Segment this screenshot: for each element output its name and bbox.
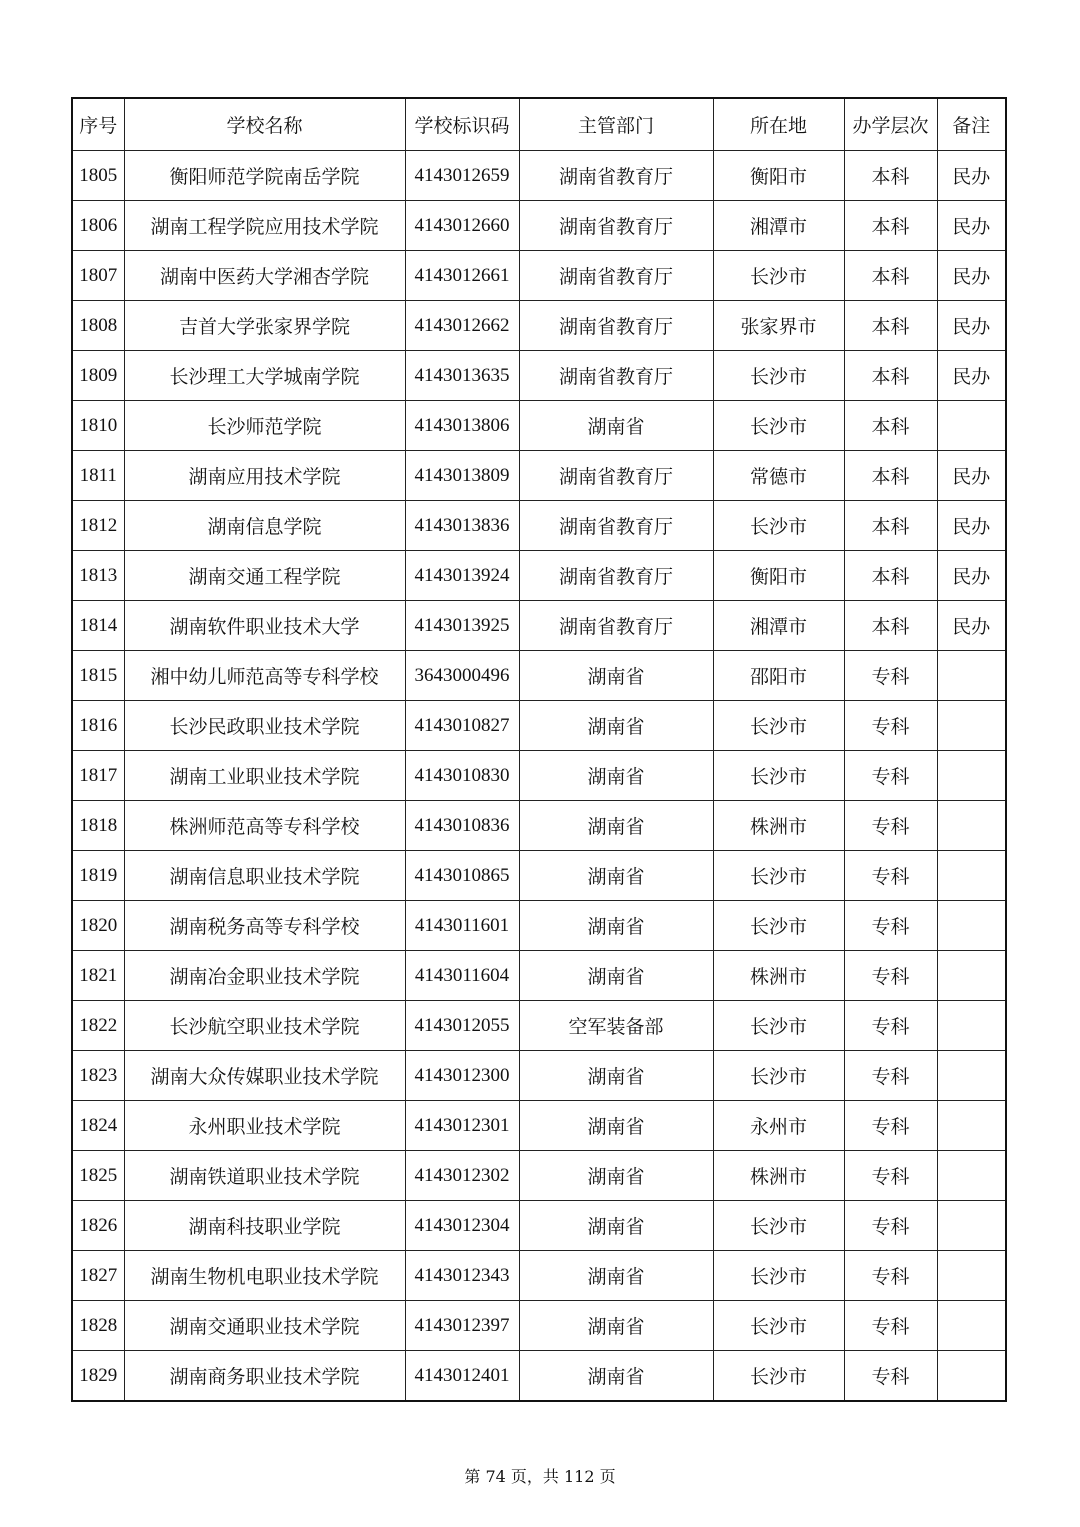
table-row bbox=[72, 651, 1006, 701]
cell-level: 本科 bbox=[844, 351, 937, 401]
cell-school-code: 4143010827 bbox=[405, 701, 519, 751]
cell-index: 1823 bbox=[72, 1051, 124, 1101]
cell-remarks: 民办 bbox=[937, 601, 1006, 651]
cell-index: 1819 bbox=[72, 851, 124, 901]
cell-department: 湖南省教育厅 bbox=[519, 601, 713, 651]
cell-level: 本科 bbox=[844, 301, 937, 351]
cell-index: 1827 bbox=[72, 1251, 124, 1301]
cell-location: 长沙市 bbox=[713, 901, 844, 951]
cell-school-code: 4143012055 bbox=[405, 1001, 519, 1051]
table-row bbox=[72, 501, 1006, 551]
header-school-name: 学校名称 bbox=[124, 98, 405, 151]
cell-index: 1826 bbox=[72, 1201, 124, 1251]
cell-school-code: 4143012661 bbox=[405, 251, 519, 301]
cell-index: 1828 bbox=[72, 1301, 124, 1351]
table-row bbox=[72, 801, 1006, 851]
cell-location: 长沙市 bbox=[713, 401, 844, 451]
cell-school-name: 湖南冶金职业技术学院 bbox=[124, 951, 405, 1001]
cell-location: 衡阳市 bbox=[713, 551, 844, 601]
cell-school-name: 湖南商务职业技术学院 bbox=[124, 1351, 405, 1402]
cell-remarks bbox=[937, 401, 1006, 451]
table-row bbox=[72, 151, 1006, 201]
cell-level: 专科 bbox=[844, 1001, 937, 1051]
cell-remarks: 民办 bbox=[937, 151, 1006, 201]
cell-department: 湖南省 bbox=[519, 1051, 713, 1101]
cell-location: 湘潭市 bbox=[713, 601, 844, 651]
cell-department: 湖南省教育厅 bbox=[519, 151, 713, 201]
cell-department: 湖南省 bbox=[519, 401, 713, 451]
cell-index: 1815 bbox=[72, 651, 124, 701]
cell-remarks bbox=[937, 1251, 1006, 1301]
cell-location: 长沙市 bbox=[713, 1001, 844, 1051]
cell-school-name: 湖南大众传媒职业技术学院 bbox=[124, 1051, 405, 1101]
school-list-table-container bbox=[71, 97, 1007, 1402]
cell-school-code: 4143011601 bbox=[405, 901, 519, 951]
cell-level: 专科 bbox=[844, 1301, 937, 1351]
table-row bbox=[72, 351, 1006, 401]
cell-level: 本科 bbox=[844, 201, 937, 251]
cell-school-name: 湖南软件职业技术大学 bbox=[124, 601, 405, 651]
cell-school-code: 4143012659 bbox=[405, 151, 519, 201]
cell-remarks bbox=[937, 1101, 1006, 1151]
cell-level: 专科 bbox=[844, 1101, 937, 1151]
cell-remarks bbox=[937, 1201, 1006, 1251]
cell-remarks: 民办 bbox=[937, 451, 1006, 501]
table-row bbox=[72, 1351, 1006, 1402]
table-row bbox=[72, 951, 1006, 1001]
table-row bbox=[72, 301, 1006, 351]
cell-level: 本科 bbox=[844, 251, 937, 301]
school-list-table bbox=[71, 97, 1007, 1402]
cell-level: 专科 bbox=[844, 1251, 937, 1301]
cell-remarks bbox=[937, 901, 1006, 951]
cell-department: 湖南省 bbox=[519, 751, 713, 801]
cell-school-code: 3643000496 bbox=[405, 651, 519, 701]
cell-remarks bbox=[937, 751, 1006, 801]
cell-department: 湖南省 bbox=[519, 951, 713, 1001]
cell-school-code: 4143013836 bbox=[405, 501, 519, 551]
cell-remarks bbox=[937, 1051, 1006, 1101]
cell-location: 长沙市 bbox=[713, 251, 844, 301]
cell-remarks: 民办 bbox=[937, 251, 1006, 301]
cell-location: 长沙市 bbox=[713, 1301, 844, 1351]
cell-school-name: 湖南交通工程学院 bbox=[124, 551, 405, 601]
cell-department: 湖南省 bbox=[519, 901, 713, 951]
cell-school-name: 湖南生物机电职业技术学院 bbox=[124, 1251, 405, 1301]
cell-location: 长沙市 bbox=[713, 1251, 844, 1301]
cell-level: 专科 bbox=[844, 1351, 937, 1402]
cell-school-name: 长沙师范学院 bbox=[124, 401, 405, 451]
cell-index: 1822 bbox=[72, 1001, 124, 1051]
cell-remarks bbox=[937, 851, 1006, 901]
cell-school-name: 湖南工业职业技术学院 bbox=[124, 751, 405, 801]
cell-school-name: 衡阳师范学院南岳学院 bbox=[124, 151, 405, 201]
header-department: 主管部门 bbox=[519, 98, 713, 151]
cell-index: 1817 bbox=[72, 751, 124, 801]
cell-index: 1811 bbox=[72, 451, 124, 501]
cell-location: 湘潭市 bbox=[713, 201, 844, 251]
page-number: 第 74 页，共 112 页 bbox=[464, 1467, 616, 1486]
cell-school-name: 湖南信息职业技术学院 bbox=[124, 851, 405, 901]
cell-school-name: 湖南科技职业学院 bbox=[124, 1201, 405, 1251]
header-school-code: 学校标识码 bbox=[405, 98, 519, 151]
cell-department: 湖南省 bbox=[519, 651, 713, 701]
cell-department: 湖南省 bbox=[519, 801, 713, 851]
cell-school-code: 4143012302 bbox=[405, 1151, 519, 1201]
cell-index: 1807 bbox=[72, 251, 124, 301]
header-location: 所在地 bbox=[713, 98, 844, 151]
cell-index: 1812 bbox=[72, 501, 124, 551]
table-row bbox=[72, 1201, 1006, 1251]
cell-index: 1809 bbox=[72, 351, 124, 401]
cell-school-code: 4143012301 bbox=[405, 1101, 519, 1151]
cell-school-name: 湖南应用技术学院 bbox=[124, 451, 405, 501]
table-row bbox=[72, 401, 1006, 451]
cell-school-code: 4143010865 bbox=[405, 851, 519, 901]
cell-level: 专科 bbox=[844, 1151, 937, 1201]
cell-school-name: 湖南工程学院应用技术学院 bbox=[124, 201, 405, 251]
cell-remarks bbox=[937, 651, 1006, 701]
cell-school-name: 长沙航空职业技术学院 bbox=[124, 1001, 405, 1051]
cell-department: 湖南省教育厅 bbox=[519, 501, 713, 551]
cell-location: 邵阳市 bbox=[713, 651, 844, 701]
cell-location: 株洲市 bbox=[713, 801, 844, 851]
cell-department: 湖南省教育厅 bbox=[519, 351, 713, 401]
header-remarks: 备注 bbox=[937, 98, 1006, 151]
table-row bbox=[72, 601, 1006, 651]
cell-school-code: 4143013635 bbox=[405, 351, 519, 401]
cell-index: 1805 bbox=[72, 151, 124, 201]
cell-school-name: 永州职业技术学院 bbox=[124, 1101, 405, 1151]
cell-index: 1813 bbox=[72, 551, 124, 601]
cell-level: 本科 bbox=[844, 601, 937, 651]
table-row bbox=[72, 751, 1006, 801]
cell-level: 专科 bbox=[844, 701, 937, 751]
cell-level: 专科 bbox=[844, 801, 937, 851]
table-row bbox=[72, 1151, 1006, 1201]
cell-location: 长沙市 bbox=[713, 501, 844, 551]
cell-school-code: 4143010836 bbox=[405, 801, 519, 851]
cell-location: 长沙市 bbox=[713, 751, 844, 801]
cell-school-name: 湖南铁道职业技术学院 bbox=[124, 1151, 405, 1201]
table-row bbox=[72, 1301, 1006, 1351]
cell-remarks bbox=[937, 1001, 1006, 1051]
cell-level: 本科 bbox=[844, 451, 937, 501]
cell-school-code: 4143011604 bbox=[405, 951, 519, 1001]
cell-location: 株洲市 bbox=[713, 951, 844, 1001]
cell-location: 张家界市 bbox=[713, 301, 844, 351]
table-row bbox=[72, 251, 1006, 301]
cell-index: 1824 bbox=[72, 1101, 124, 1151]
cell-school-code: 4143010830 bbox=[405, 751, 519, 801]
cell-department: 湖南省 bbox=[519, 1201, 713, 1251]
cell-school-name: 长沙民政职业技术学院 bbox=[124, 701, 405, 751]
cell-department: 湖南省 bbox=[519, 1251, 713, 1301]
cell-school-name: 长沙理工大学城南学院 bbox=[124, 351, 405, 401]
cell-remarks bbox=[937, 1301, 1006, 1351]
cell-school-name: 湖南中医药大学湘杏学院 bbox=[124, 251, 405, 301]
cell-location: 株洲市 bbox=[713, 1151, 844, 1201]
cell-location: 长沙市 bbox=[713, 1201, 844, 1251]
cell-index: 1818 bbox=[72, 801, 124, 851]
cell-location: 衡阳市 bbox=[713, 151, 844, 201]
cell-department: 湖南省教育厅 bbox=[519, 551, 713, 601]
cell-location: 常德市 bbox=[713, 451, 844, 501]
table-row bbox=[72, 1051, 1006, 1101]
cell-department: 湖南省 bbox=[519, 701, 713, 751]
cell-school-name: 湖南信息学院 bbox=[124, 501, 405, 551]
cell-school-code: 4143012300 bbox=[405, 1051, 519, 1101]
cell-location: 长沙市 bbox=[713, 1351, 844, 1402]
cell-remarks bbox=[937, 801, 1006, 851]
cell-school-name: 湘中幼儿师范高等专科学校 bbox=[124, 651, 405, 701]
table-row bbox=[72, 1001, 1006, 1051]
cell-level: 本科 bbox=[844, 151, 937, 201]
cell-remarks bbox=[937, 951, 1006, 1001]
cell-school-name: 湖南交通职业技术学院 bbox=[124, 1301, 405, 1351]
cell-school-code: 4143012662 bbox=[405, 301, 519, 351]
cell-school-code: 4143012401 bbox=[405, 1351, 519, 1402]
cell-location: 长沙市 bbox=[713, 1051, 844, 1101]
cell-level: 专科 bbox=[844, 851, 937, 901]
cell-school-code: 4143013924 bbox=[405, 551, 519, 601]
cell-school-code: 4143012660 bbox=[405, 201, 519, 251]
cell-index: 1820 bbox=[72, 901, 124, 951]
cell-school-name: 湖南税务高等专科学校 bbox=[124, 901, 405, 951]
cell-school-code: 4143012397 bbox=[405, 1301, 519, 1351]
cell-department: 湖南省教育厅 bbox=[519, 201, 713, 251]
cell-remarks bbox=[937, 1351, 1006, 1402]
cell-school-name: 株洲师范高等专科学校 bbox=[124, 801, 405, 851]
cell-department: 湖南省 bbox=[519, 851, 713, 901]
cell-level: 专科 bbox=[844, 901, 937, 951]
cell-remarks bbox=[937, 1151, 1006, 1201]
cell-department: 空军装备部 bbox=[519, 1001, 713, 1051]
cell-index: 1814 bbox=[72, 601, 124, 651]
cell-index: 1825 bbox=[72, 1151, 124, 1201]
table-row bbox=[72, 851, 1006, 901]
cell-location: 长沙市 bbox=[713, 701, 844, 751]
table-row bbox=[72, 1251, 1006, 1301]
cell-school-code: 4143013809 bbox=[405, 451, 519, 501]
cell-level: 专科 bbox=[844, 1051, 937, 1101]
cell-department: 湖南省 bbox=[519, 1101, 713, 1151]
cell-school-name: 吉首大学张家界学院 bbox=[124, 301, 405, 351]
cell-department: 湖南省教育厅 bbox=[519, 451, 713, 501]
cell-department: 湖南省 bbox=[519, 1301, 713, 1351]
cell-school-code: 4143012343 bbox=[405, 1251, 519, 1301]
table-header-row bbox=[72, 98, 1006, 151]
cell-level: 专科 bbox=[844, 651, 937, 701]
cell-level: 专科 bbox=[844, 751, 937, 801]
cell-department: 湖南省 bbox=[519, 1351, 713, 1402]
table-row bbox=[72, 451, 1006, 501]
cell-location: 永州市 bbox=[713, 1101, 844, 1151]
table-row bbox=[72, 901, 1006, 951]
cell-remarks: 民办 bbox=[937, 351, 1006, 401]
table-row bbox=[72, 701, 1006, 751]
table-row bbox=[72, 1101, 1006, 1151]
table-body bbox=[72, 151, 1006, 1402]
cell-school-code: 4143013925 bbox=[405, 601, 519, 651]
cell-department: 湖南省 bbox=[519, 1151, 713, 1201]
cell-remarks bbox=[937, 701, 1006, 751]
cell-remarks: 民办 bbox=[937, 501, 1006, 551]
header-index: 序号 bbox=[72, 98, 124, 151]
table-row bbox=[72, 201, 1006, 251]
cell-level: 专科 bbox=[844, 1201, 937, 1251]
cell-index: 1821 bbox=[72, 951, 124, 1001]
cell-index: 1810 bbox=[72, 401, 124, 451]
cell-index: 1829 bbox=[72, 1351, 124, 1402]
cell-school-code: 4143013806 bbox=[405, 401, 519, 451]
cell-index: 1816 bbox=[72, 701, 124, 751]
cell-remarks: 民办 bbox=[937, 301, 1006, 351]
cell-level: 本科 bbox=[844, 401, 937, 451]
cell-level: 本科 bbox=[844, 551, 937, 601]
cell-location: 长沙市 bbox=[713, 851, 844, 901]
cell-level: 专科 bbox=[844, 951, 937, 1001]
header-level: 办学层次 bbox=[844, 98, 937, 151]
cell-remarks: 民办 bbox=[937, 551, 1006, 601]
cell-department: 湖南省教育厅 bbox=[519, 251, 713, 301]
cell-remarks: 民办 bbox=[937, 201, 1006, 251]
table-row bbox=[72, 551, 1006, 601]
cell-location: 长沙市 bbox=[713, 351, 844, 401]
cell-level: 本科 bbox=[844, 501, 937, 551]
cell-school-code: 4143012304 bbox=[405, 1201, 519, 1251]
cell-index: 1808 bbox=[72, 301, 124, 351]
cell-index: 1806 bbox=[72, 201, 124, 251]
cell-department: 湖南省教育厅 bbox=[519, 301, 713, 351]
